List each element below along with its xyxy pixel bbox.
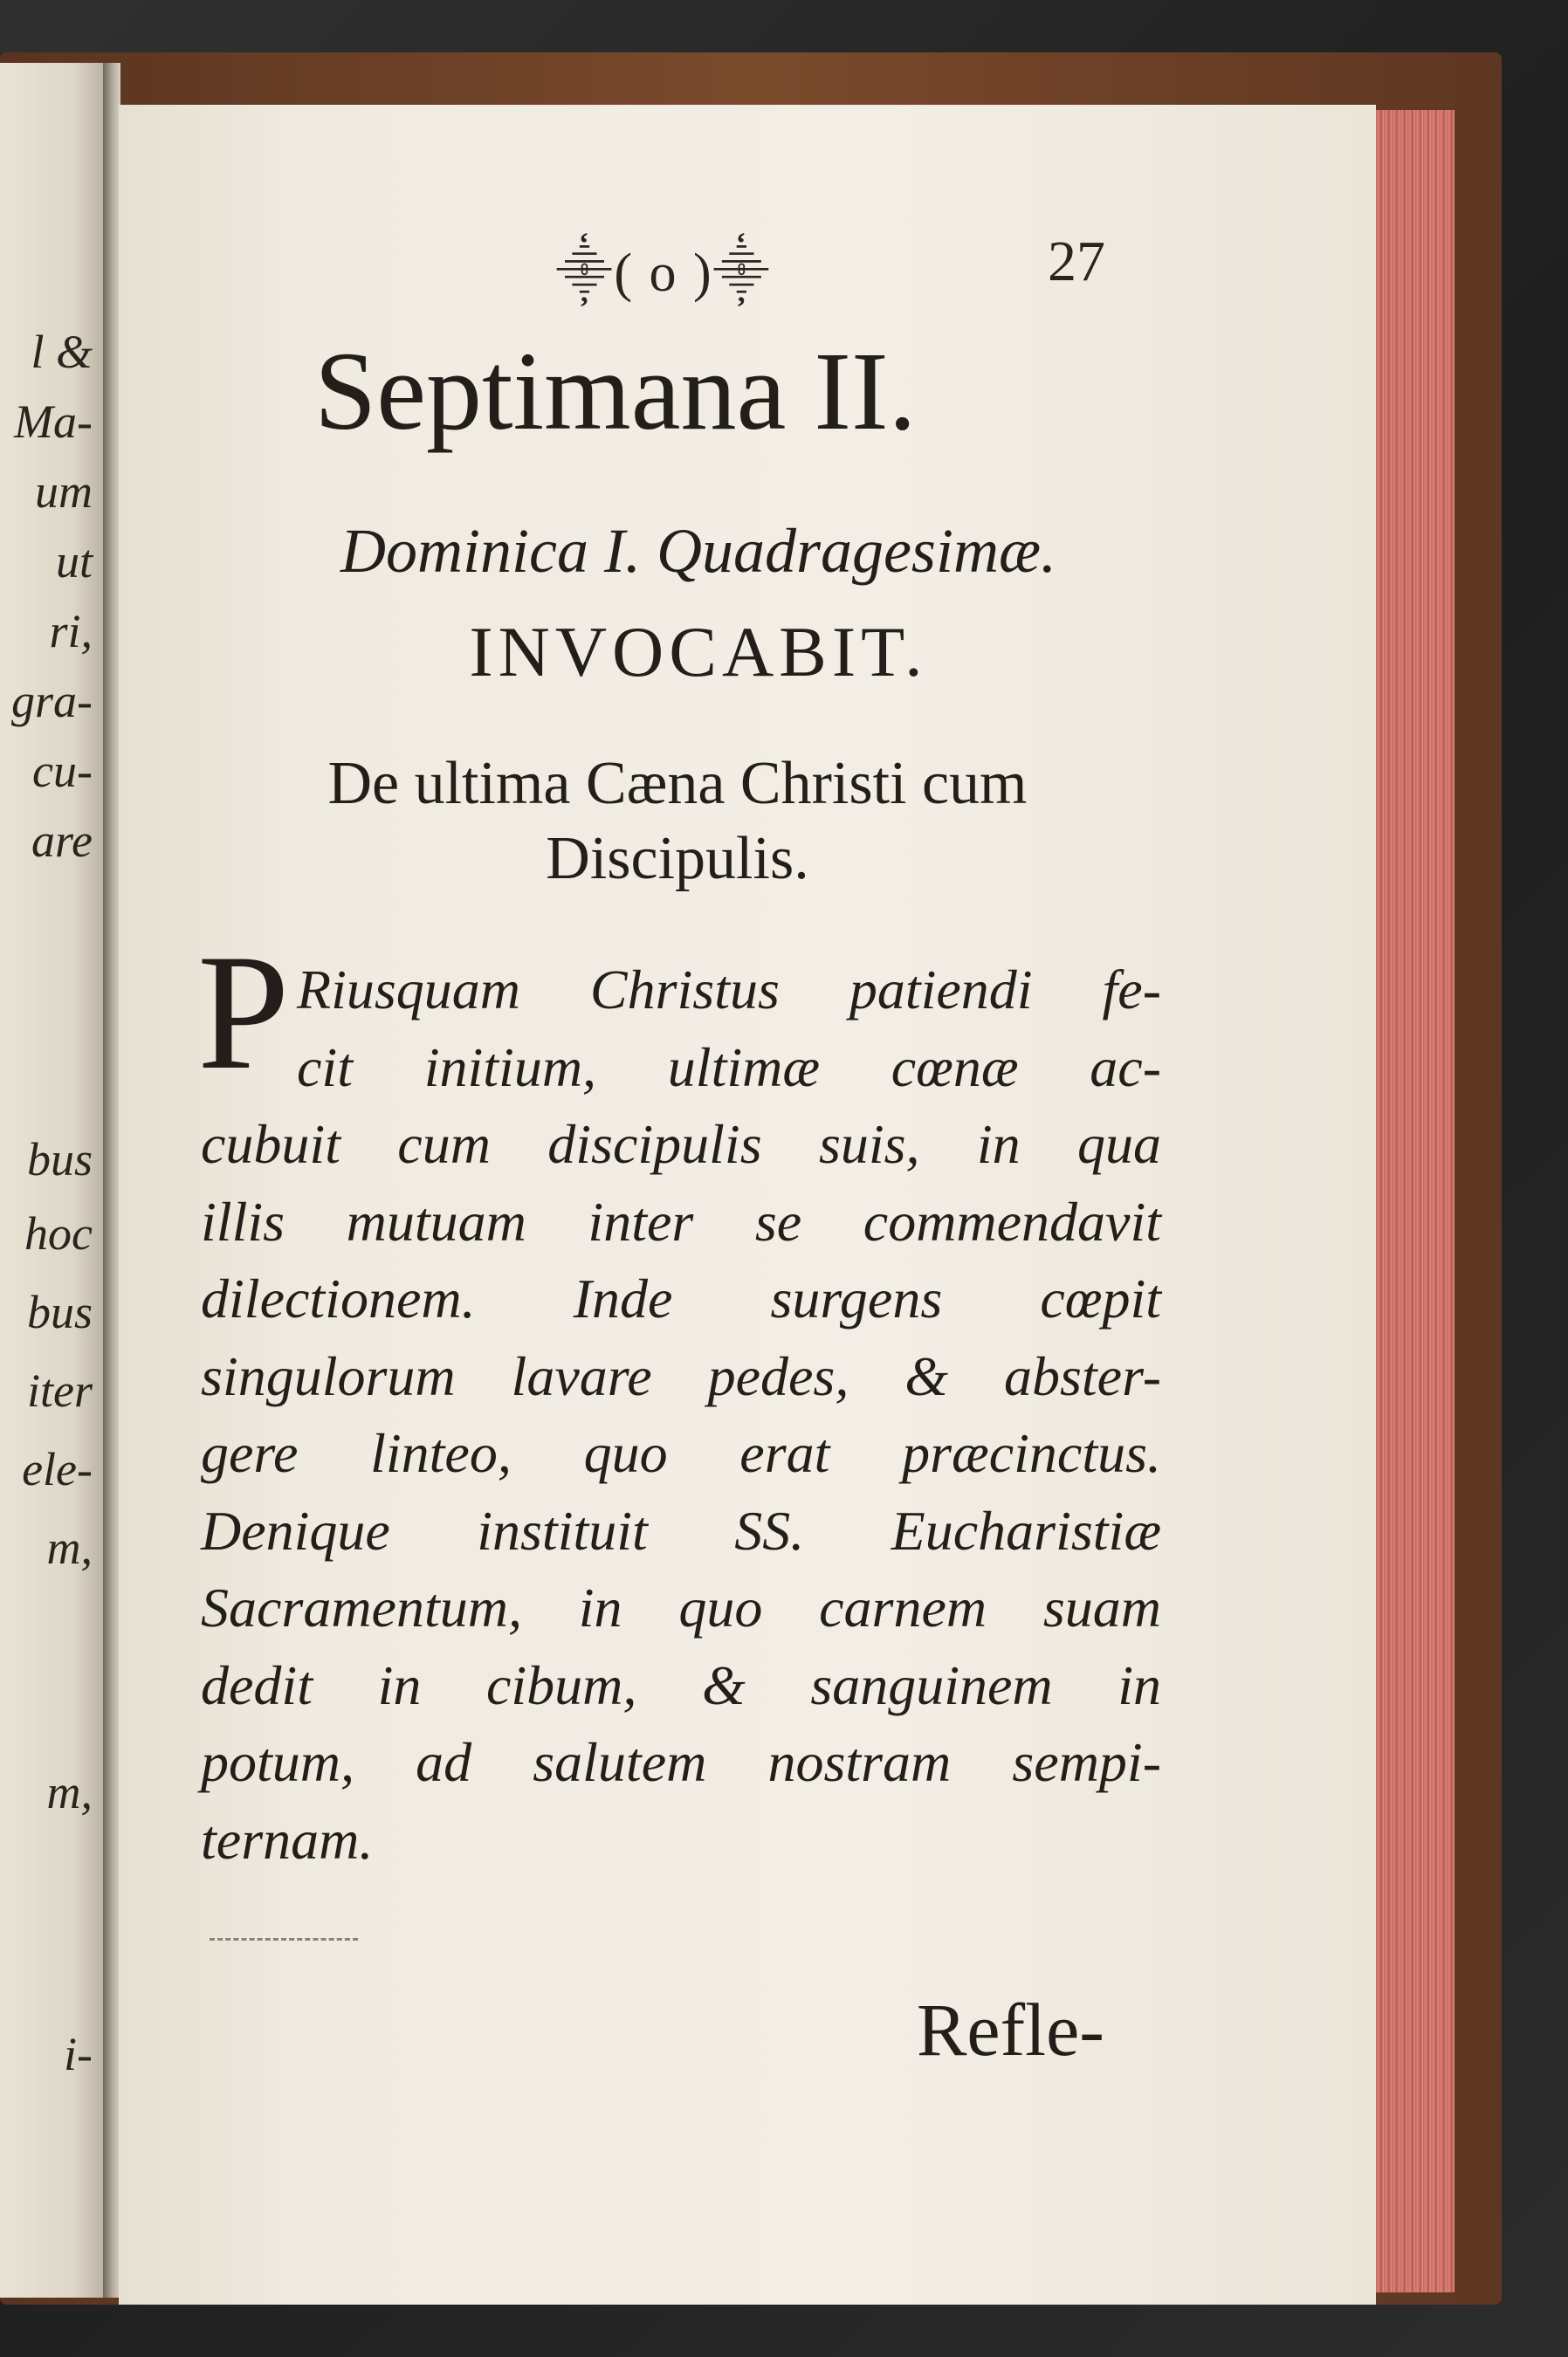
left-page	[0, 63, 105, 2298]
page-title: Septimana II.	[314, 329, 917, 453]
left-page-fragment: bus	[26, 1133, 93, 1185]
body-line: singulorum lavare pedes, & abster-	[201, 1344, 1161, 1407]
left-page-fragment: i-	[64, 2028, 93, 2080]
body-line: cubuit cum discipulis suis, in qua	[201, 1113, 1161, 1175]
dashed-rule	[210, 1938, 358, 1941]
left-page-fragment: hoc	[24, 1207, 93, 1260]
left-page-fragment: ele-	[22, 1443, 93, 1495]
body-line: gere linteo, quo erat præcinctus.	[201, 1422, 1161, 1484]
left-page-fragment: ut	[55, 535, 93, 588]
body-line: Sacramentum, in quo carnem suam	[201, 1577, 1161, 1639]
left-page-fragment: cu-	[32, 745, 93, 797]
body-line: dilectionem. Inde surgens cœpit	[201, 1268, 1161, 1330]
catchword: Refle-	[917, 1988, 1104, 2072]
left-page-fragment: m,	[46, 1766, 93, 1818]
red-page-edges	[1376, 110, 1455, 2292]
left-page-fragment: ri,	[49, 605, 93, 657]
body-line: potum, ad salutem nostram sempi-	[201, 1731, 1161, 1793]
section-heading	[197, 746, 1158, 897]
running-head-ornament: ⸎( o )⸎	[555, 244, 772, 303]
left-page-fragment: are	[31, 814, 93, 867]
left-page-fragment: iter	[27, 1364, 93, 1417]
book-gutter	[103, 63, 120, 2298]
page-number: 27	[1048, 230, 1105, 293]
body-line: dedit in cibum, & sanguinem in	[201, 1653, 1161, 1716]
left-page-fragment: Ma-	[14, 395, 93, 448]
invocabit-heading: INVOCABIT.	[469, 612, 928, 691]
left-page-fragment: m,	[46, 1522, 93, 1574]
body-line: ternam.	[201, 1808, 374, 1871]
body-line: cit initium, ultimæ cœnæ ac-	[297, 1035, 1161, 1098]
body-line: Denique instituit SS. Eucharistiæ	[201, 1499, 1161, 1562]
body-line: illis mutuam inter se commendavit	[201, 1190, 1161, 1253]
drop-cap: P	[197, 921, 290, 1104]
left-page-fragment: um	[35, 465, 93, 518]
subtitle: Dominica I. Quadragesimæ.	[340, 516, 1056, 586]
left-page-fragment: gra-	[11, 675, 93, 727]
section-heading-line: Discipulis.	[546, 825, 809, 892]
section-heading-line: De ultima Cæna Christi cum	[327, 750, 1028, 817]
left-page-fragment: bus	[26, 1286, 93, 1338]
body-line: Riusquam Christus patiendi fe-	[297, 959, 1161, 1020]
left-page-fragment: l &	[31, 326, 93, 378]
body-text	[201, 952, 1161, 1879]
